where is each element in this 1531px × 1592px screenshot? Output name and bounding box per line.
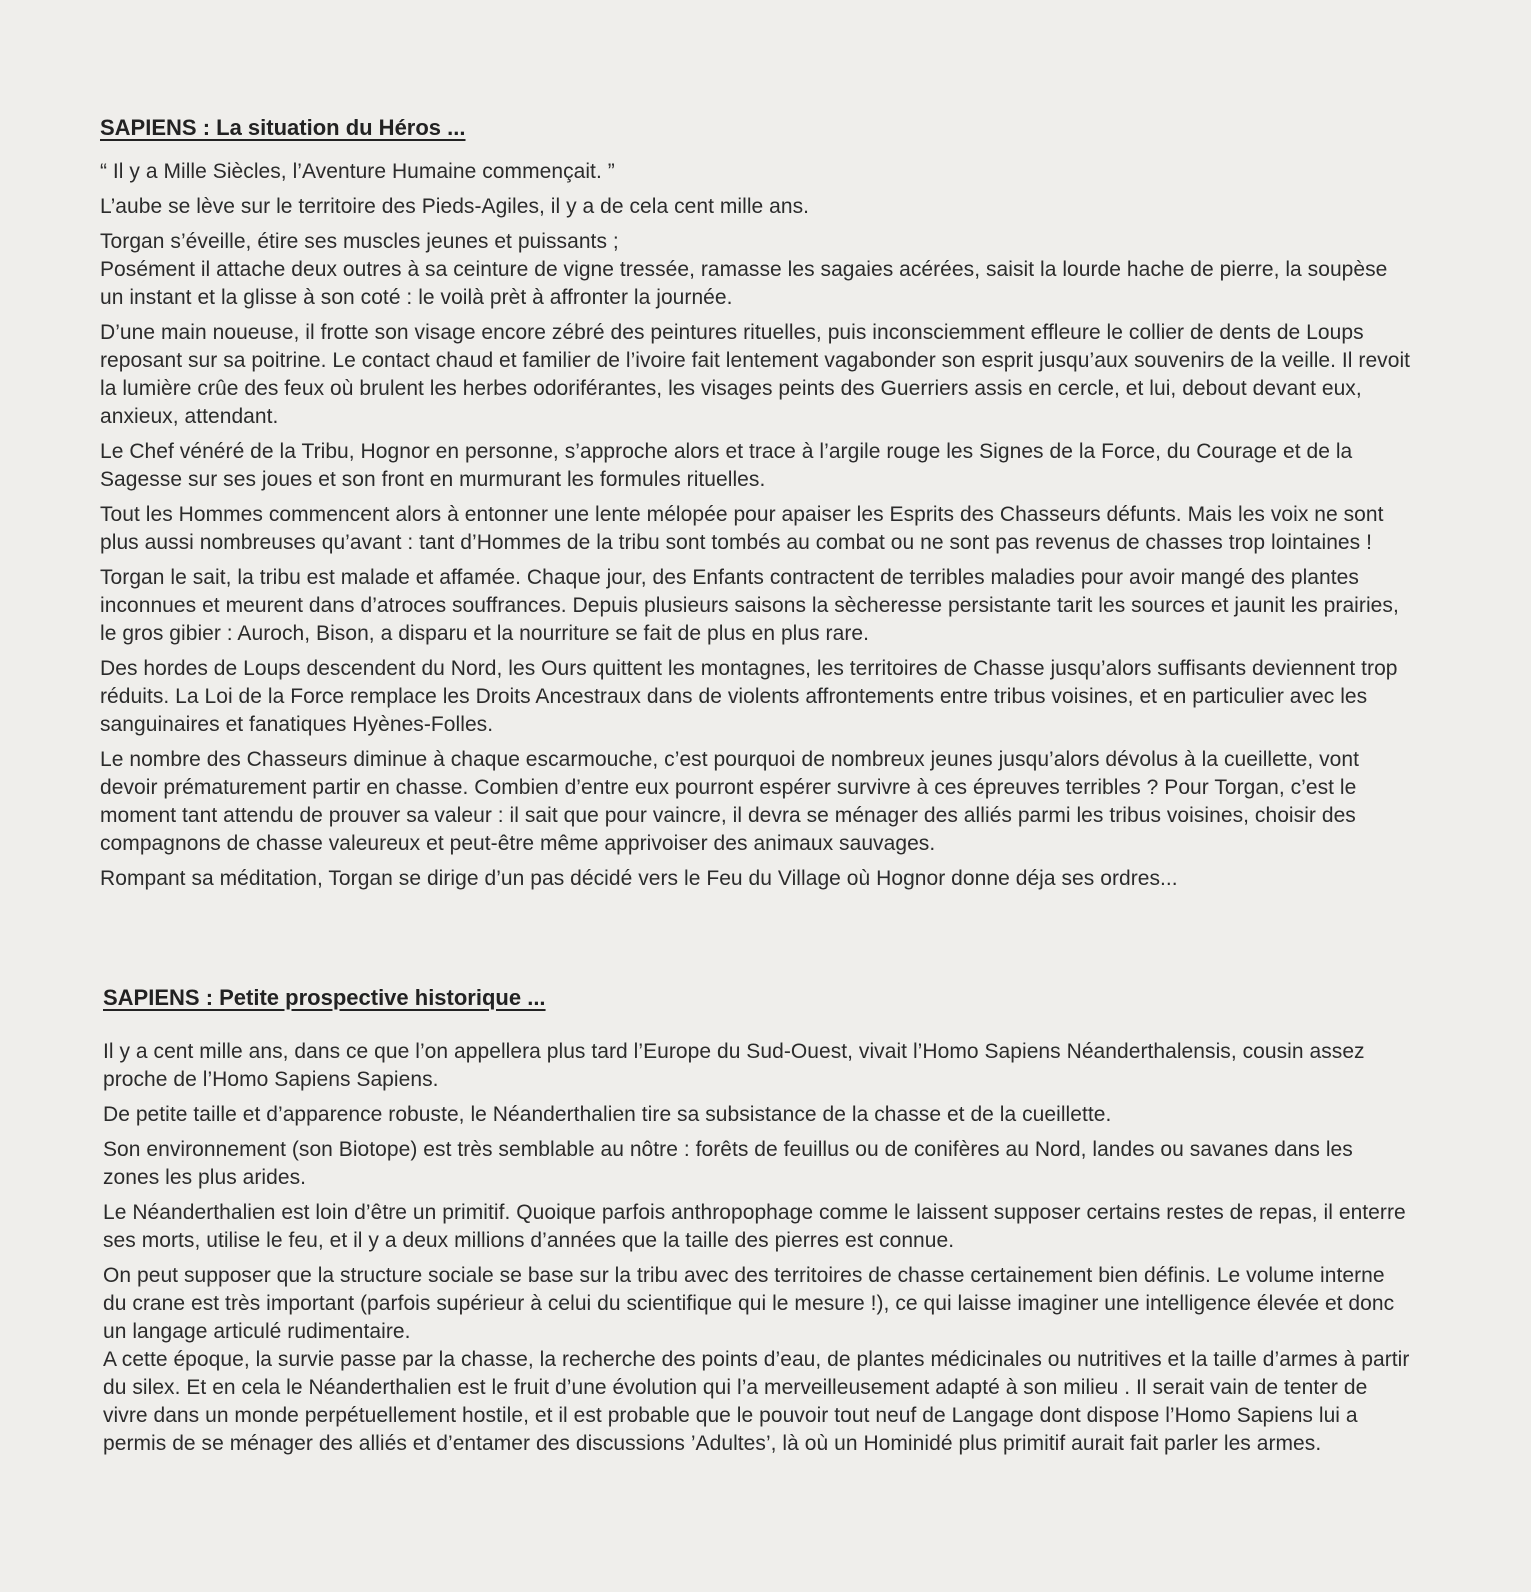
section-heading: SAPIENS : Petite prospective historique ... bbox=[103, 985, 546, 1010]
paragraph: Le nombre des Chasseurs diminue à chaque escarmouche, c’est pourquoi de nombreux jeunes jusqu’alors dévolus à la cueillette, vont devoir prématurement partir en chasse. Combien d’entre eux pourront espérer survivre à ces épreuves terribles ? Pour Torgan, c’est le moment tant attendu de prouver sa valeur : il sait que pour vaincre, il devra se ménager des alliés parmi les tribus voisines, choisir des compagnons de chasse valeureux et peut-être même apprivoiser des animaux sauvages. bbox=[100, 748, 1360, 855]
paragraph: “ Il y a Mille Siècles, l’Aventure Humaine commençait. ” bbox=[100, 160, 615, 183]
paragraph: Son environnement (son Biotope) est très semblable au nôtre : forêts de feuillus ou de conifères au Nord, landes ou savanes dans les zones les plus arides. bbox=[103, 1138, 1353, 1189]
paragraph: On peut supposer que la structure sociale se base sur la tribu avec des territoires de chasse certainement bien définis. Le volume interne du crane est très important (parfois supérieur à celui du scientifique qui le mesure !), ce qui laisse imaginer une intelligence élevée et donc un langage articulé rudimentaire. bbox=[103, 1264, 1395, 1343]
paragraph: L’aube se lève sur le territoire des Pieds-Agiles, il y a de cela cent mille ans. bbox=[100, 195, 810, 218]
paragraph: Rompant sa méditation, Torgan se dirige d’un pas décidé vers le Feu du Village où Hognor donne déja ses ordres... bbox=[100, 867, 1178, 890]
paragraph: A cette époque, la survie passe par la chasse, la recherche des points d’eau, de plantes médicinales ou nutritives et la taille d’armes à partir du silex. Et en cela le Néanderthalien est le fruit d’une évolution qui l’a merveilleusement adapté à son milieu . Il serait vain de tenter de vivre dans un monde perpétuellement hostile, et il est probable que le pouvoir tout neuf de Langage dont dispose l’Homo Sapiens lui a permis de se ménager des alliés et d’entamer des discussions ’Adultes’, là où un Hominidé plus primitif aurait fait parler les armes. bbox=[103, 1348, 1410, 1455]
paragraph: Des hordes de Loups descendent du Nord, les Ours quittent les montagnes, les territoires de Chasse jusqu’alors suffisants deviennent trop réduits. La Loi de la Force remplace les Droits Ancestraux dans de violents affrontements entre tribus voisines, et en particulier avec les sanguinaires et fanatiques Hyènes-Folles. bbox=[100, 657, 1398, 736]
paragraph: D’une main noueuse, il frotte son visage encore zébré des peintures rituelles, puis inconsciemment effleure le collier de dents de Loups reposant sur sa poitrine. Le contact chaud et familier de l’ivoire fait lentement vagabonder son esprit jusqu’aux souvenirs de la veille. Il revoit la lumière crûe des feux où brulent les herbes odoriférantes, les visages peints des Guerriers assis en cercle, et lui, debout devant eux, anxieux, attendant. bbox=[100, 321, 1411, 428]
section-heading: SAPIENS : La situation du Héros ... bbox=[100, 115, 466, 140]
paragraph: Il y a cent mille ans, dans ce que l’on appellera plus tard l’Europe du Sud-Ouest, vivait l’Homo Sapiens Néanderthalensis, cousin assez proche de l’Homo Sapiens Sapiens. bbox=[103, 1040, 1365, 1091]
section-historical-prospective bbox=[103, 984, 1413, 1465]
paragraph: Le Néanderthalien est loin d’être un primitif. Quoique parfois anthropophage comme le laissent supposer certains restes de repas, il enterre ses morts, utilise le feu, et il y a deux millions d’années que la taille des pierres est connue. bbox=[103, 1201, 1406, 1252]
paragraph: Tout les Hommes commencent alors à entonner une lente mélopée pour apaiser les Esprits des Chasseurs défunts. Mais les voix ne sont plus aussi nombreuses qu’avant : tant d’Hommes de la tribu sont tombés au combat ou ne sont pas revenus de chasses trop lointaines ! bbox=[100, 503, 1384, 554]
paragraph: Torgan s’éveille, étire ses muscles jeunes et puissants ; bbox=[100, 230, 619, 253]
section-hero-situation bbox=[100, 114, 1412, 900]
paragraph: Posément il attache deux outres à sa ceinture de vigne tressée, ramasse les sagaies acérées, saisit la lourde hache de pierre, la soupèse un instant et la glisse à son coté : le voilà prèt à affronter la journée. bbox=[100, 258, 1388, 309]
paragraph: Torgan le sait, la tribu est malade et affamée. Chaque jour, des Enfants contractent de terribles maladies pour avoir mangé des plantes inconnues et meurent dans d’atroces souffrances. Depuis plusieurs saisons la sècheresse persistante tarit les sources et jaunit les prairies, le gros gibier : Auroch, Bison, a disparu et la nourriture se fait de plus en plus rare. bbox=[100, 566, 1399, 645]
paragraph: Le Chef vénéré de la Tribu, Hognor en personne, s’approche alors et trace à l’argile rouge les Signes de la Force, du Courage et de la Sagesse sur ses joues et son front en murmurant les formules rituelles. bbox=[100, 440, 1353, 491]
paragraph: De petite taille et d’apparence robuste, le Néanderthalien tire sa subsistance de la chasse et de la cueillette. bbox=[103, 1103, 1112, 1126]
